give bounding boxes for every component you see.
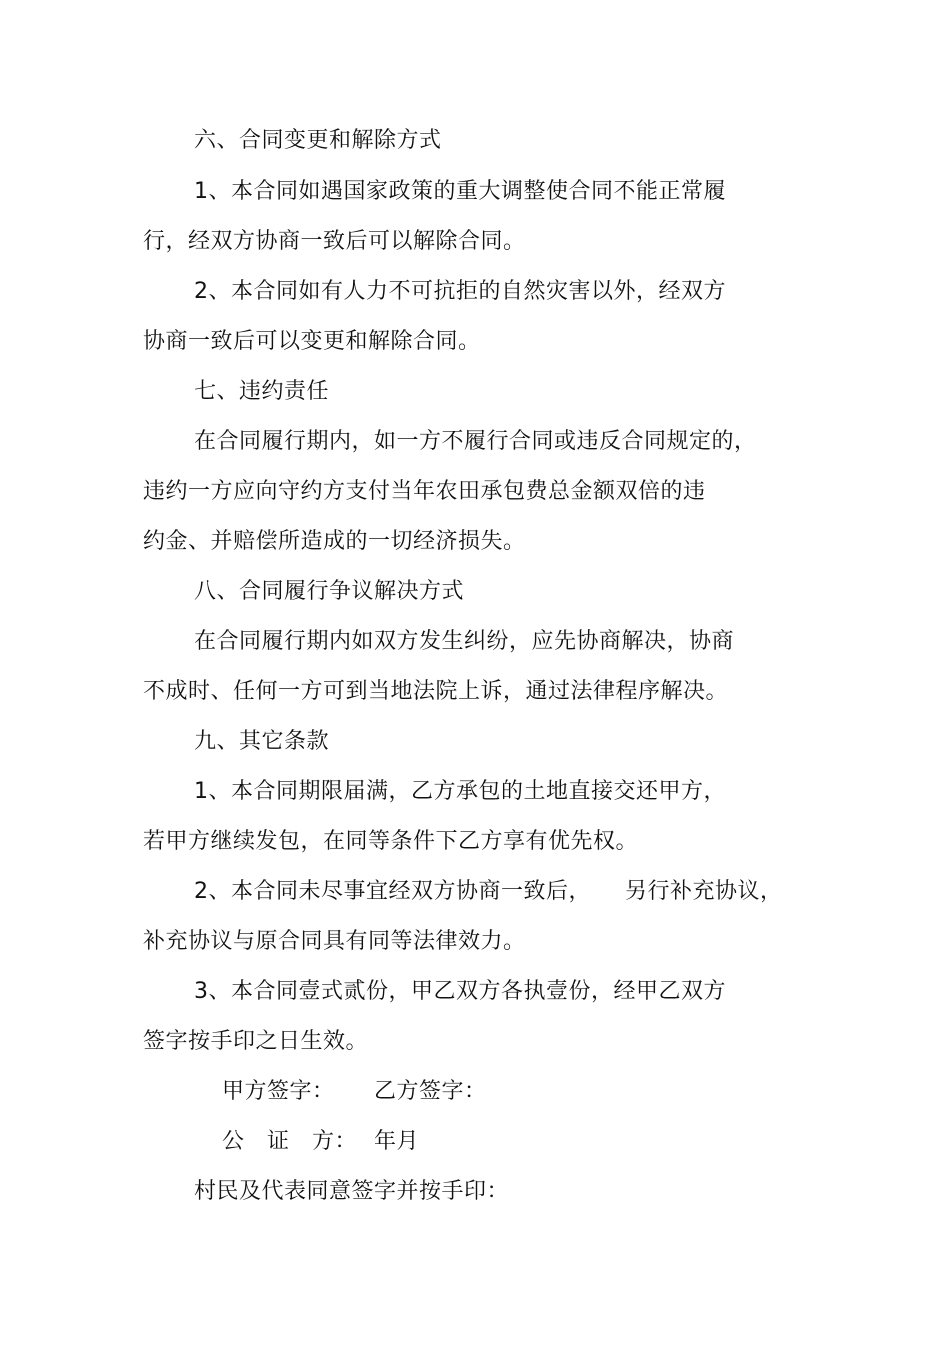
- clause-7-cont-1: 违约一方应向守约方支付当年农田承包费总金额双倍的违: [143, 479, 706, 504]
- clause-9-3-cont: 签字按手印之日生效。: [143, 1029, 369, 1054]
- clause-9-2: 2、本合同未尽事宜经双方协商一致后， 另行补充协议，: [194, 879, 783, 904]
- clause-6-2-cont: 协商一致后可以变更和解除合同。: [143, 329, 481, 354]
- clause-9-1-cont: 若甲方继续发包，在同等条件下乙方享有优先权。: [143, 829, 639, 854]
- clause-9-1: 1、本合同期限届满，乙方承包的土地直接交还甲方，: [194, 779, 726, 804]
- clause-6-1: 1、本合同如遇国家政策的重大调整使合同不能正常履: [194, 179, 726, 204]
- section-heading-7: 七、违约责任: [194, 379, 330, 404]
- party-a-signature-label: 甲方签字：: [222, 1079, 335, 1104]
- section-heading-8: 八、合同履行争议解决方式: [194, 579, 465, 604]
- section-heading-9: 九、其它条款: [194, 729, 330, 754]
- section-heading-6: 六、合同变更和解除方式: [194, 128, 442, 153]
- clause-6-1-cont: 行，经双方协商一致后可以解除合同。: [143, 229, 526, 254]
- notary-label: 公 证 方：: [222, 1129, 358, 1154]
- clause-6-2: 2、本合同如有人力不可抗拒的自然灾害以外，经双方: [194, 279, 726, 304]
- party-b-signature-label: 乙方签字：: [374, 1079, 487, 1104]
- clause-7: 在合同履行期内，如一方不履行合同或违反合同规定的，: [194, 429, 757, 454]
- clause-7-cont-2: 约金、并赔偿所造成的一切经济损失。: [143, 529, 526, 554]
- clause-8-cont: 不成时、任何一方可到当地法院上诉，通过法律程序解决。: [143, 679, 729, 704]
- clause-8: 在合同履行期内如双方发生纠纷，应先协商解决，协商: [194, 629, 735, 654]
- clause-9-2-cont: 补充协议与原合同具有同等法律效力。: [143, 929, 526, 954]
- villagers-signature-label: 村民及代表同意签字并按手印：: [194, 1179, 510, 1204]
- clause-9-3: 3、本合同壹式贰份，甲乙双方各执壹份，经甲乙双方: [194, 979, 726, 1004]
- date-label: 年月: [374, 1129, 420, 1154]
